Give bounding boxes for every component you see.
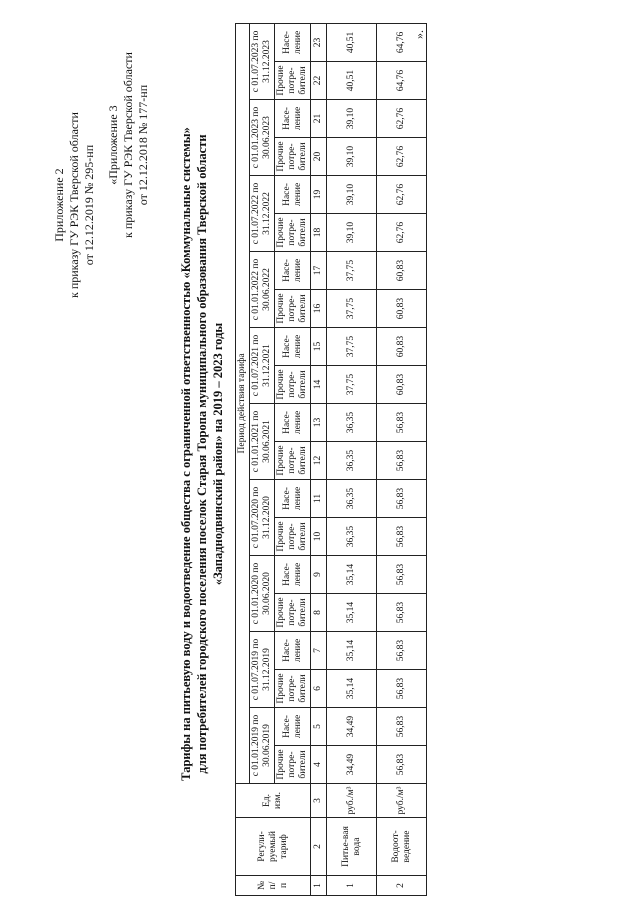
tariff-value: 56,83 — [377, 442, 427, 480]
table-body — [327, 23, 427, 895]
appendix-2-title: Приложение 2 — [52, 168, 66, 242]
period-4: с 01.07.2020 по 31.12.2020 — [250, 480, 275, 556]
column-number: 13 — [311, 404, 327, 442]
title-line-1: Тарифы на питьевую воду и водоотведение общества с ограниченной ответственностью «Коммунальные системы» — [179, 127, 193, 781]
tariff-value: 56,83 — [377, 746, 427, 784]
period-5: с 01.01.2021 по 30.06.2021 — [250, 404, 275, 480]
appendix-3-date: от 12.12.2018 № 177-нп — [136, 84, 150, 206]
tariff-value: 36,35 — [327, 518, 377, 556]
column-number: 9 — [311, 556, 327, 594]
subheader-other-consumers: Прочие потре-бители — [275, 746, 311, 784]
column-number: 18 — [311, 214, 327, 252]
table-row — [327, 23, 377, 895]
tariff-value: 37,75 — [327, 366, 377, 404]
row-unit: руб./м³ — [327, 784, 377, 818]
row-tariff-name: Питье-вая вода — [327, 818, 377, 876]
tariff-value: 39,10 — [327, 138, 377, 176]
tariff-value: 56,83 — [377, 556, 427, 594]
tariff-value: 56,83 — [377, 594, 427, 632]
appendix-2-header — [52, 112, 97, 298]
tariff-value: 62,76 — [377, 176, 427, 214]
column-number: 23 — [311, 23, 327, 61]
tariff-value: 35,14 — [327, 632, 377, 670]
appendix-2-order: к приказу ГУ РЭК Тверской области — [67, 112, 81, 298]
column-number: 1 — [311, 876, 327, 896]
title-line-3: «Западнодвинский район» на 2019 – 2023 годы — [211, 322, 225, 586]
subheader-population: Насе-ление — [275, 176, 311, 214]
tariff-value: 56,83 — [377, 480, 427, 518]
column-number: 5 — [311, 708, 327, 746]
table-row — [377, 23, 427, 895]
subheader-population: Насе-ление — [275, 252, 311, 290]
column-numbers-row — [311, 23, 327, 895]
period-10: с 01.07.2023 по 31.12.2023 — [250, 23, 275, 99]
period-6: с 01.07.2021 по 31.12.2021 — [250, 328, 275, 404]
tariff-value: 39,10 — [327, 176, 377, 214]
tariff-value: 60,83 — [377, 366, 427, 404]
title-line-2: для потребителей городского поселения поселок Старая Торопа муниципального образования Тверской области — [195, 134, 209, 774]
header-period: Период действия тарифа — [236, 23, 250, 783]
subheader-population: Насе-ление — [275, 100, 311, 138]
period-7: с 01.01.2022 по 30.06.2022 — [250, 252, 275, 328]
tariff-value: 37,75 — [327, 252, 377, 290]
header-number: № п/ п — [236, 876, 311, 896]
period-1: с 01.01.2019 по 30.06.2019 — [250, 708, 275, 784]
period-2: с 01.07.2019 по 31.12.2019 — [250, 632, 275, 708]
tariff-value: 36,35 — [327, 442, 377, 480]
tariff-table — [235, 23, 427, 896]
tariff-value: 60,83 — [377, 252, 427, 290]
subheader-other-consumers: Прочие потре-бители — [275, 670, 311, 708]
column-number: 12 — [311, 442, 327, 480]
row-number: 1 — [327, 876, 377, 896]
column-number: 4 — [311, 746, 327, 784]
tariff-value: 35,14 — [327, 670, 377, 708]
subheader-population: Насе-ление — [275, 708, 311, 746]
period-8: с 01.07.2022 по 31.12.2022 — [250, 176, 275, 252]
tariff-value: 34,49 — [327, 746, 377, 784]
tariff-value: 60,83 — [377, 290, 427, 328]
column-number: 3 — [311, 784, 327, 818]
subheader-population: Насе-ление — [275, 404, 311, 442]
column-number: 16 — [311, 290, 327, 328]
appendix-2-date: от 12.12.2019 № 295-нп — [82, 144, 96, 266]
appendix-3-header — [106, 52, 151, 238]
subheader-other-consumers: Прочие потре-бители — [275, 442, 311, 480]
tariff-value: 36,35 — [327, 404, 377, 442]
tariff-value: 56,83 — [377, 670, 427, 708]
column-number: 11 — [311, 480, 327, 518]
tariff-value: 64,76 — [377, 23, 427, 61]
tariff-value: 35,14 — [327, 556, 377, 594]
tariff-value: 37,75 — [327, 290, 377, 328]
subheader-other-consumers: Прочие потре-бители — [275, 518, 311, 556]
tariff-value: 60,83 — [377, 328, 427, 366]
column-number: 19 — [311, 176, 327, 214]
tariff-value: 56,83 — [377, 708, 427, 746]
subheader-other-consumers: Прочие потре-бители — [275, 290, 311, 328]
row-unit: руб./м³ — [377, 784, 427, 818]
column-number: 7 — [311, 632, 327, 670]
subheader-other-consumers: Прочие потре-бители — [275, 62, 311, 100]
tariff-value: 64,76 — [377, 62, 427, 100]
appendix-3-title: «Приложение 3 — [106, 105, 120, 185]
tariff-value: 40,51 — [327, 62, 377, 100]
header-tariff: Регули-руемый тариф — [236, 818, 311, 876]
tariff-value: 62,76 — [377, 100, 427, 138]
tariff-value: 37,75 — [327, 328, 377, 366]
tariff-value: 39,10 — [327, 214, 377, 252]
tariff-value: 34,49 — [327, 708, 377, 746]
tariff-value: 62,76 — [377, 214, 427, 252]
tariff-value: 56,83 — [377, 518, 427, 556]
column-number: 6 — [311, 670, 327, 708]
subheader-other-consumers: Прочие потре-бители — [275, 366, 311, 404]
subheader-population: Насе-ление — [275, 632, 311, 670]
column-number: 20 — [311, 138, 327, 176]
subheader-population: Насе-ление — [275, 23, 311, 61]
period-3: с 01.01.2020 по 30.06.2020 — [250, 556, 275, 632]
appendix-3-order: к приказу ГУ РЭК Тверской области — [121, 52, 135, 238]
subheader-other-consumers: Прочие потре-бители — [275, 594, 311, 632]
tariff-value: 40,51 — [327, 23, 377, 61]
column-number: 10 — [311, 518, 327, 556]
period-row — [250, 23, 275, 895]
column-number: 2 — [311, 818, 327, 876]
subheader-population: Насе-ление — [275, 328, 311, 366]
column-number: 17 — [311, 252, 327, 290]
subheader-population: Насе-ление — [275, 556, 311, 594]
period-9: с 01.01.2023 по 30.06.2023 — [250, 100, 275, 176]
tariff-value: 35,14 — [327, 594, 377, 632]
row-number: 2 — [377, 876, 427, 896]
document-title — [178, 44, 226, 864]
tariff-value: 36,35 — [327, 480, 377, 518]
subheader-row — [275, 23, 311, 895]
column-number: 21 — [311, 100, 327, 138]
tariff-value: 56,83 — [377, 404, 427, 442]
column-number: 22 — [311, 62, 327, 100]
row-tariff-name: Водоот-ведение — [377, 818, 427, 876]
subheader-population: Насе-ление — [275, 480, 311, 518]
tariff-value: 62,76 — [377, 138, 427, 176]
subheader-other-consumers: Прочие потре-бители — [275, 138, 311, 176]
closing-quote: ». — [412, 30, 426, 39]
column-number: 8 — [311, 594, 327, 632]
subheader-other-consumers: Прочие потре-бители — [275, 214, 311, 252]
tariff-value: 39,10 — [327, 100, 377, 138]
tariff-value: 56,83 — [377, 632, 427, 670]
header-unit: Ед. изм. — [236, 784, 311, 818]
column-number: 15 — [311, 328, 327, 366]
column-number: 14 — [311, 366, 327, 404]
